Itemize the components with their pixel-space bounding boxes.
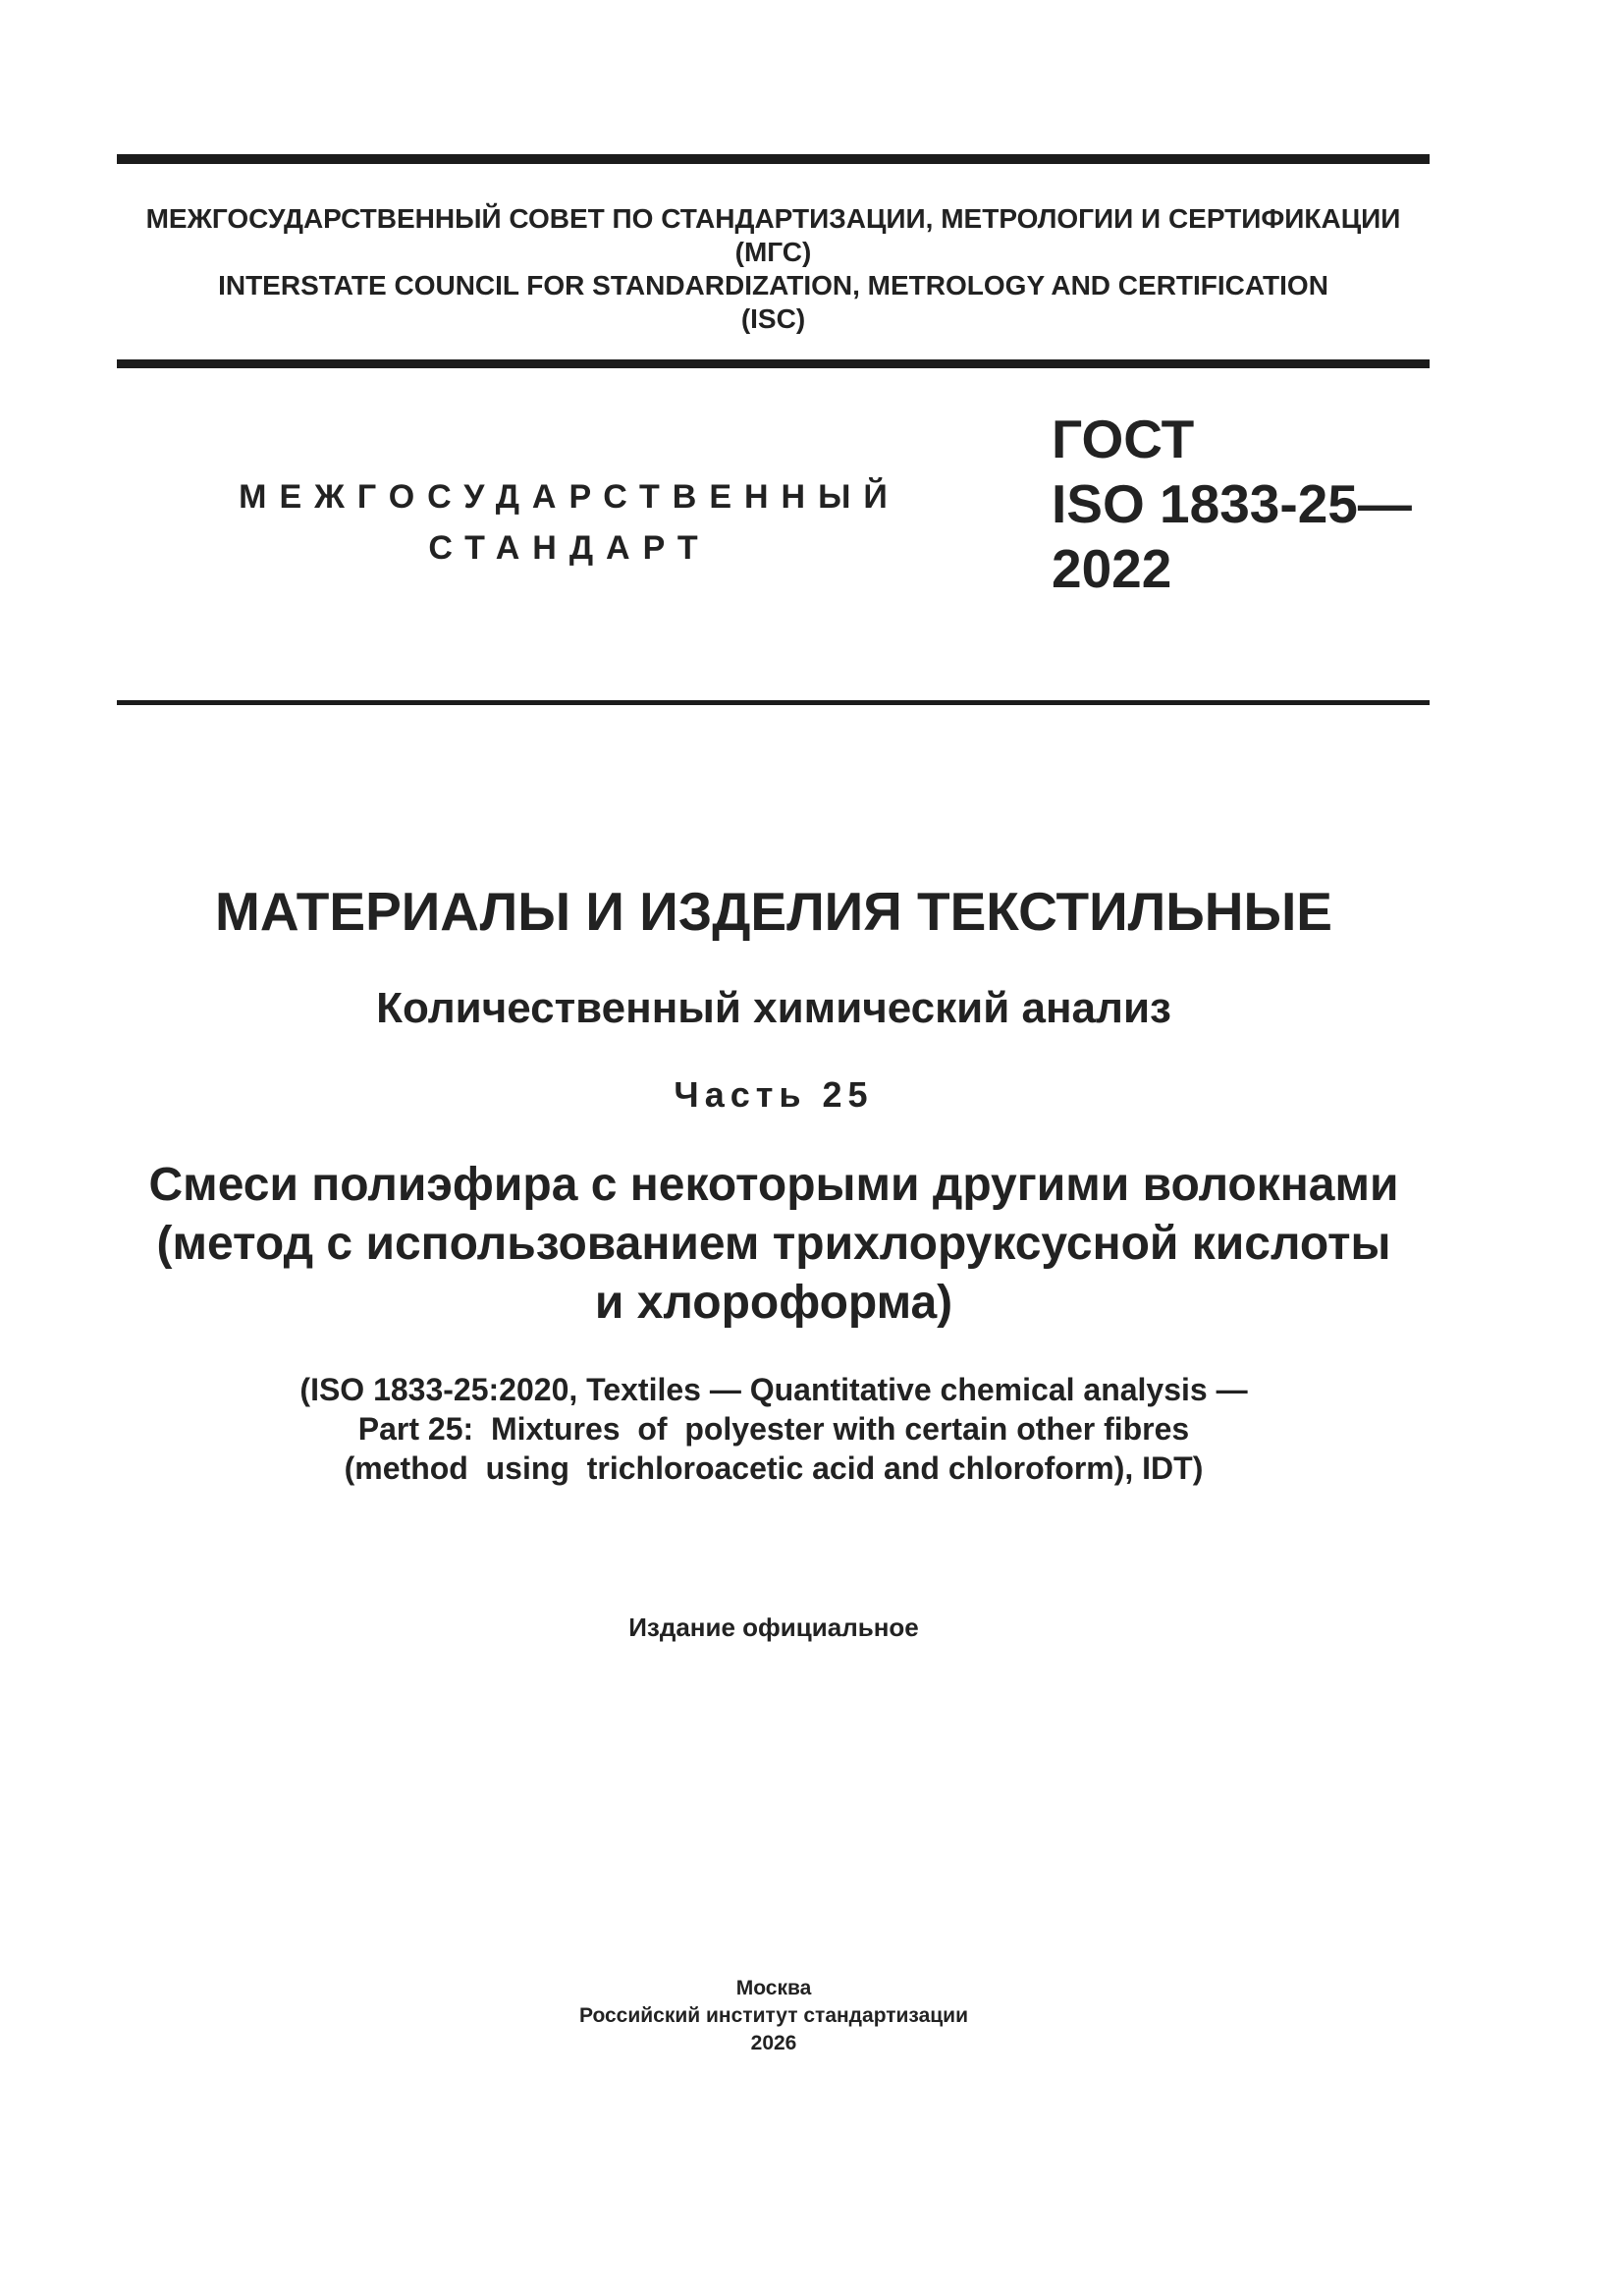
part-number xyxy=(0,1072,1547,1118)
top-rule xyxy=(117,154,1430,164)
main-title-text: МАТЕРИАЛЫ И ИЗДЕЛИЯ ТЕКСТИЛЬНЫЕ xyxy=(215,881,1332,942)
part-title-line-3: и хлороформа) xyxy=(594,1277,953,1329)
imprint-publisher: Российский институт стандартизации xyxy=(578,2004,969,2027)
iso-reference-line-1: (ISO 1833-25:2020, Textiles — Quantitative chemical analysis — xyxy=(299,1372,1248,1407)
part-title-line-2: (метод с использованием трихлоруксусной кислоты xyxy=(156,1218,1391,1270)
council-header xyxy=(117,202,1430,336)
designation-line-1: ГОСТ xyxy=(1052,409,1195,469)
iso-reference-line-2: Part 25: Mixtures of polyester with certain other fibres xyxy=(357,1411,1190,1447)
designation-line-3: 2022 xyxy=(1052,538,1172,599)
edition-text: Издание официальное xyxy=(628,1613,919,1642)
standard-type xyxy=(226,471,913,574)
designation-line-2: ISO 1833-25— xyxy=(1052,473,1412,534)
edition-note xyxy=(0,1612,1547,1643)
council-name-ru: МЕЖГОСУДАРСТВЕННЫЙ СОВЕТ ПО СТАНДАРТИЗАЦИИ, МЕТРОЛОГИИ И СЕРТИФИКАЦИИ xyxy=(145,203,1401,234)
part-title-line-1: Смеси полиэфира с некоторыми другими волокнами xyxy=(148,1159,1399,1211)
main-title xyxy=(0,879,1547,944)
subtitle-text: Количественный химический анализ xyxy=(376,984,1171,1032)
council-abbr-ru: (МГС) xyxy=(734,237,812,267)
middle-rule xyxy=(117,359,1430,368)
iso-reference xyxy=(0,1370,1547,1488)
subtitle xyxy=(0,982,1547,1035)
standard-type-line-2: СТАНДАРТ xyxy=(428,529,711,567)
imprint-year: 2026 xyxy=(750,2032,797,2054)
imprint xyxy=(0,1975,1547,2057)
part-number-text: Часть 25 xyxy=(674,1074,874,1115)
imprint-city: Москва xyxy=(735,1977,812,1999)
standard-type-line-1: МЕЖГОСУДАРСТВЕННЫЙ xyxy=(239,478,900,516)
standard-designation xyxy=(1052,407,1412,601)
bottom-rule xyxy=(117,700,1430,705)
iso-reference-line-3: (method using trichloroacetic acid and chloroform), IDT) xyxy=(344,1450,1204,1486)
part-title xyxy=(0,1156,1547,1333)
council-name-en: INTERSTATE COUNCIL FOR STANDARDIZATION, METROLOGY AND CERTIFICATION xyxy=(218,270,1328,301)
council-abbr-en: (ISC) xyxy=(740,303,806,334)
